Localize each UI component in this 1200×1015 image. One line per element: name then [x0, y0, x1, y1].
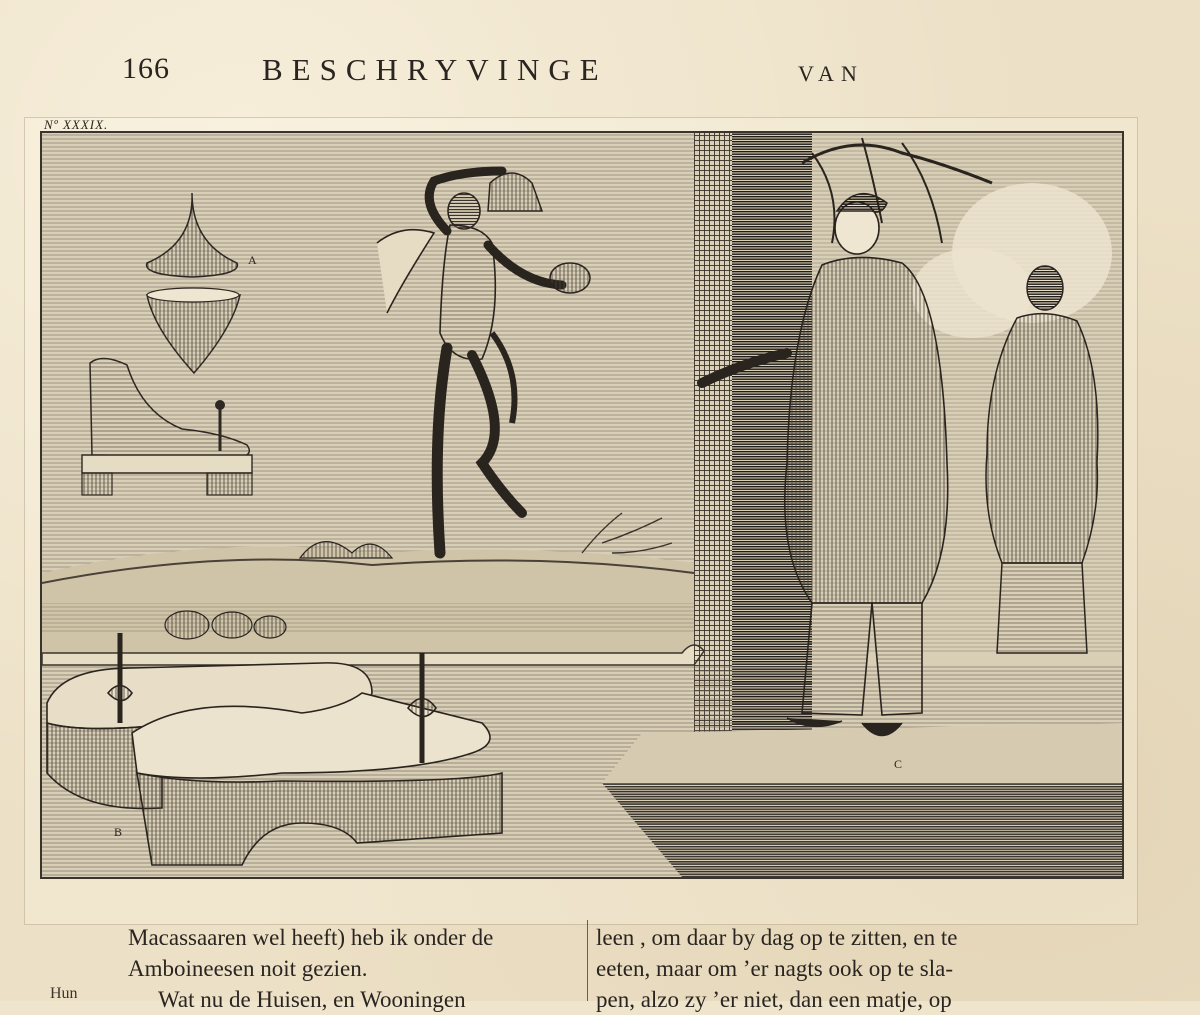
- text-line: Amboineesen noit gezien.: [128, 956, 368, 981]
- engraving-illustration: [42, 133, 1122, 877]
- left-panel-ground: [42, 546, 694, 653]
- text-line: Macassaaren wel heeft) heb ik onder de: [128, 925, 494, 950]
- page-number: 166: [122, 52, 170, 85]
- running-title-van: VAN: [798, 61, 864, 86]
- text-line: Wat nu de Huisen, en Wooningen: [158, 987, 466, 1012]
- running-head: [122, 52, 942, 92]
- plate-letter-b: B: [114, 825, 123, 839]
- plate-number: Nº XXXIX.: [44, 117, 109, 132]
- wall-pillar: [694, 133, 732, 733]
- floor-shadow: [602, 783, 1122, 877]
- text-column-left: [128, 922, 580, 1015]
- engraving-plate: [40, 131, 1124, 879]
- plate-letter-a: A: [248, 253, 257, 267]
- column-rule: [587, 920, 588, 1001]
- catchword: Hun: [50, 985, 78, 1002]
- text-line: leen , om daar by dag op te zitten, en te: [596, 925, 958, 950]
- text-line: eeten, maar om ’er nagts ook op te sla-: [596, 956, 954, 981]
- running-title: BESCHRYVINGE: [262, 52, 608, 87]
- text-line: pen, alzo zy ’er niet, dan een matje, op: [596, 987, 952, 1012]
- bowl-in-hand: [550, 263, 590, 293]
- text-column-right: [596, 922, 1054, 1015]
- plate-letter-c: C: [894, 757, 903, 771]
